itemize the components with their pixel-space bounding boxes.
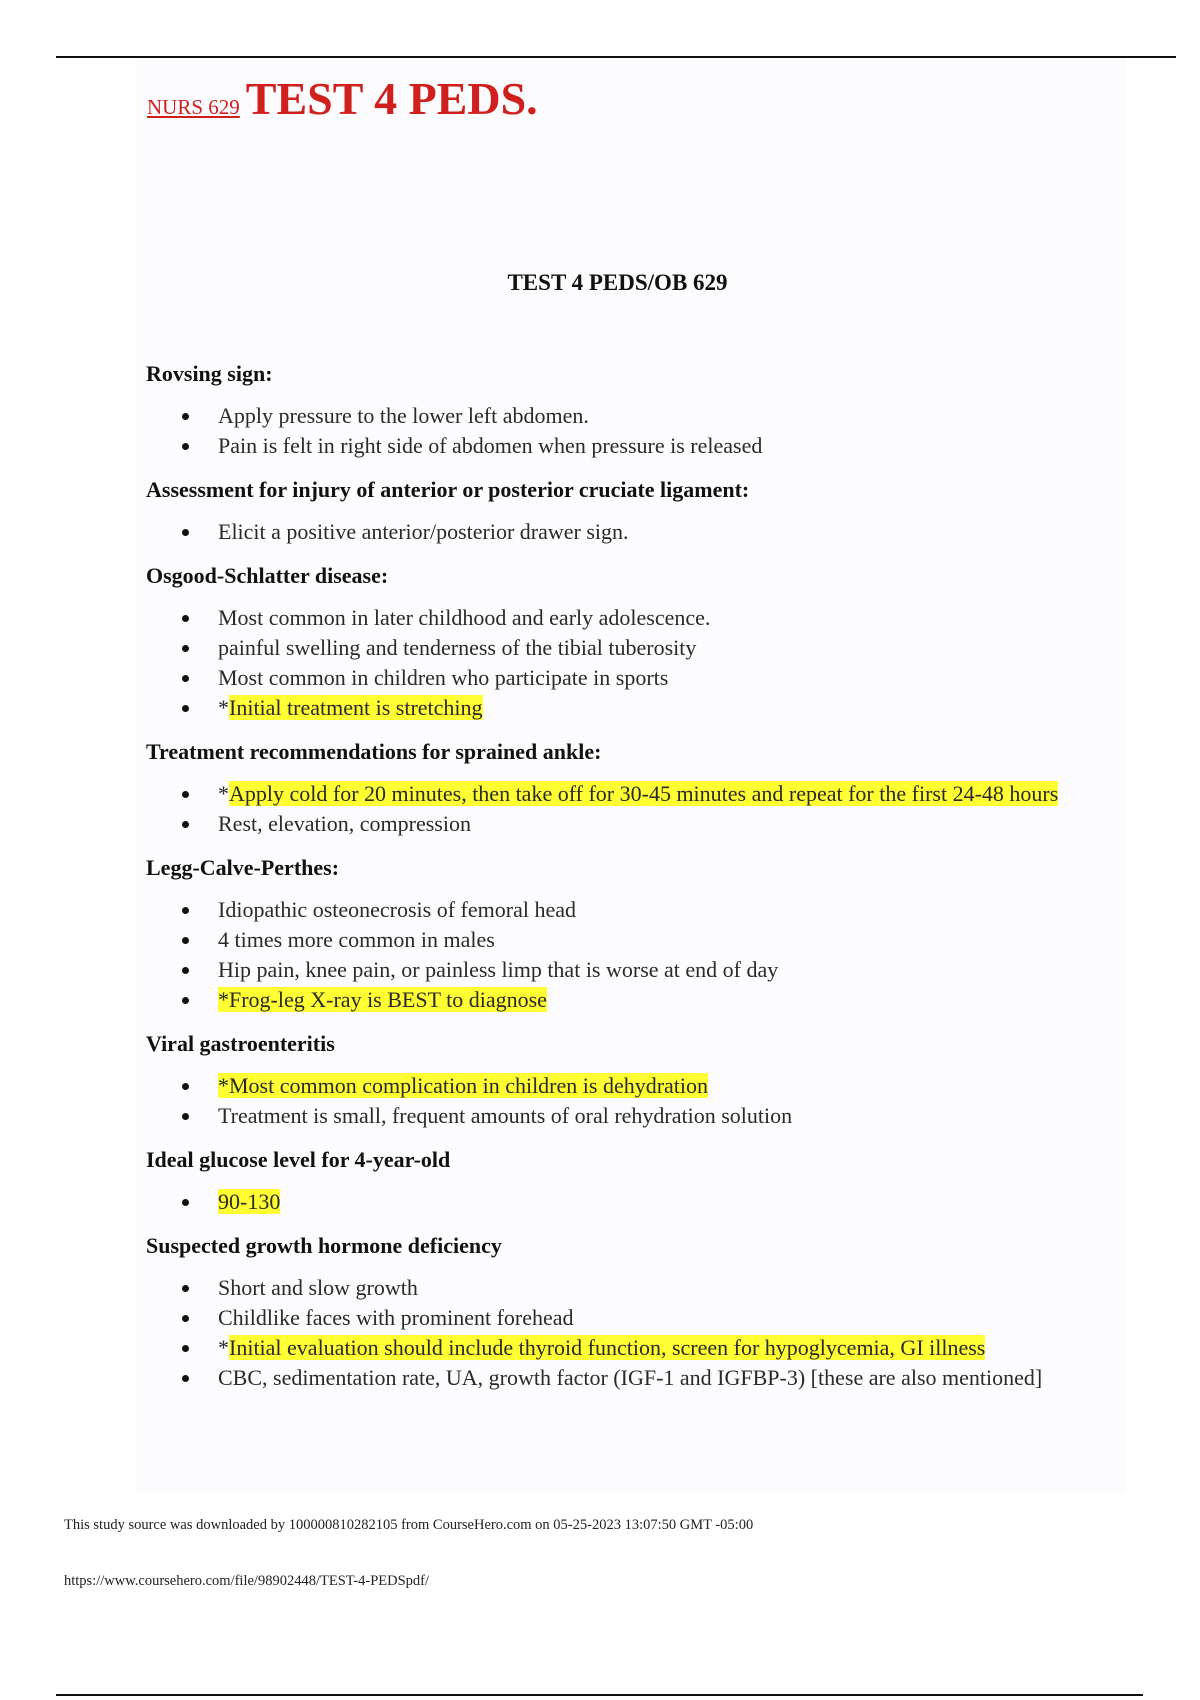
list-item <box>146 895 1106 925</box>
list-item <box>146 431 1106 461</box>
list-item <box>146 1187 1106 1217</box>
bullet-list <box>146 517 1106 547</box>
bullet-icon <box>182 1375 189 1382</box>
highlighted-text: Initial evaluation should include thyroid function, screen for hypoglycemia, GI illness <box>229 1335 986 1360</box>
item-text: Most common in later childhood and early adolescence. <box>218 605 711 630</box>
list-item <box>146 1363 1106 1393</box>
bullet-list <box>146 1187 1106 1217</box>
item-text: Pain is felt in right side of abdomen when pressure is released <box>218 433 763 458</box>
header <box>147 72 538 125</box>
notes-content <box>146 361 1106 1409</box>
bullet-icon <box>182 675 189 682</box>
section <box>146 361 1106 461</box>
section-title: Assessment for injury of anterior or posterior cruciate ligament: <box>146 477 750 502</box>
section <box>146 739 1106 839</box>
bullet-icon <box>182 1345 189 1352</box>
bullet-icon <box>182 529 189 536</box>
bullet-icon <box>182 413 189 420</box>
section-title: Viral gastroenteritis <box>146 1031 335 1056</box>
section <box>146 1031 1106 1131</box>
section-title: Treatment recommendations for sprained ankle: <box>146 739 602 764</box>
list-item <box>146 1333 1106 1363</box>
bullet-icon <box>182 937 189 944</box>
list-item <box>146 1303 1106 1333</box>
bullet-icon <box>182 791 189 798</box>
course-code-link[interactable]: NURS 629 <box>147 95 240 119</box>
highlighted-text: *Most common complication in children is dehydration <box>218 1073 709 1098</box>
bullet-icon <box>182 1315 189 1322</box>
source-url-link[interactable]: https://www.coursehero.com/file/98902448/TEST-4-PEDSpdf/ <box>64 1573 430 1589</box>
item-text: Elicit a positive anterior/posterior drawer sign. <box>218 519 629 544</box>
item-text: Most common in children who participate in sports <box>218 665 669 690</box>
list-item <box>146 1071 1106 1101</box>
item-text: 4 times more common in males <box>218 927 495 952</box>
section-title: Legg-Calve-Perthes: <box>146 855 340 880</box>
item-prefix: * <box>218 1335 229 1360</box>
section <box>146 855 1106 1015</box>
bullet-list <box>146 401 1106 461</box>
section <box>146 477 1106 547</box>
list-item <box>146 809 1106 839</box>
list-item <box>146 1101 1106 1131</box>
section-title: Rovsing sign: <box>146 361 273 386</box>
bullet-list <box>146 779 1106 839</box>
list-item <box>146 633 1106 663</box>
list-item <box>146 779 1106 809</box>
list-item <box>146 693 1106 723</box>
item-text: Hip pain, knee pain, or painless limp that is worse at end of day <box>218 957 779 982</box>
list-item <box>146 401 1106 431</box>
bullet-list <box>146 603 1106 723</box>
bullet-icon <box>182 967 189 974</box>
bullet-icon <box>182 821 189 828</box>
bullet-icon <box>182 443 189 450</box>
section-title: Osgood-Schlatter disease: <box>146 563 389 588</box>
highlighted-text: 90-130 <box>218 1189 281 1214</box>
item-text: painful swelling and tenderness of the tibial tuberosity <box>218 635 697 660</box>
section-title: Ideal glucose level for 4-year-old <box>146 1147 451 1172</box>
highlighted-text: *Frog-leg X-ray is BEST to diagnose <box>218 987 547 1012</box>
bullet-icon <box>182 907 189 914</box>
list-item <box>146 663 1106 693</box>
item-text: Idiopathic osteonecrosis of femoral head <box>218 897 576 922</box>
section <box>146 563 1106 723</box>
bullet-list <box>146 1273 1106 1393</box>
item-prefix: * <box>218 781 229 806</box>
item-text: Rest, elevation, compression <box>218 811 471 836</box>
bullet-icon <box>182 615 189 622</box>
bottom-rule <box>56 1694 1143 1696</box>
item-text: CBC, sedimentation rate, UA, growth factor (IGF-1 and IGFBP-3) [these are also mentioned] <box>218 1365 1043 1390</box>
bullet-icon <box>182 645 189 652</box>
bullet-list <box>146 895 1106 1015</box>
list-item <box>146 1273 1106 1303</box>
highlighted-text: Initial treatment is stretching <box>229 695 483 720</box>
document-heading: TEST 4 PEDS/OB 629 <box>507 270 728 295</box>
bullet-list <box>146 1071 1106 1131</box>
item-prefix: * <box>218 695 229 720</box>
section-title: Suspected growth hormone deficiency <box>146 1233 502 1258</box>
item-text: Apply pressure to the lower left abdomen. <box>218 403 589 428</box>
list-item <box>146 955 1106 985</box>
item-text: Treatment is small, frequent amounts of oral rehydration solution <box>218 1103 793 1128</box>
page-title: TEST 4 PEDS. <box>245 73 538 124</box>
highlighted-text: Apply cold for 20 minutes, then take off for 30-45 minutes and repeat for the first 24-48 hours <box>229 781 1059 806</box>
section <box>146 1147 1106 1217</box>
bullet-icon <box>182 705 189 712</box>
bullet-icon <box>182 1285 189 1292</box>
bullet-icon <box>182 1083 189 1090</box>
list-item <box>146 603 1106 633</box>
section <box>146 1233 1106 1393</box>
bullet-icon <box>182 1113 189 1120</box>
list-item <box>146 985 1106 1015</box>
item-text: Childlike faces with prominent forehead <box>218 1305 574 1330</box>
list-item <box>146 517 1106 547</box>
list-item <box>146 925 1106 955</box>
item-text: Short and slow growth <box>218 1275 418 1300</box>
bullet-icon <box>182 1199 189 1206</box>
bullet-icon <box>182 997 189 1004</box>
download-note: This study source was downloaded by 100000810282105 from CourseHero.com on 05-25-2023 13:07:50 GMT -05:00 <box>64 1517 754 1533</box>
